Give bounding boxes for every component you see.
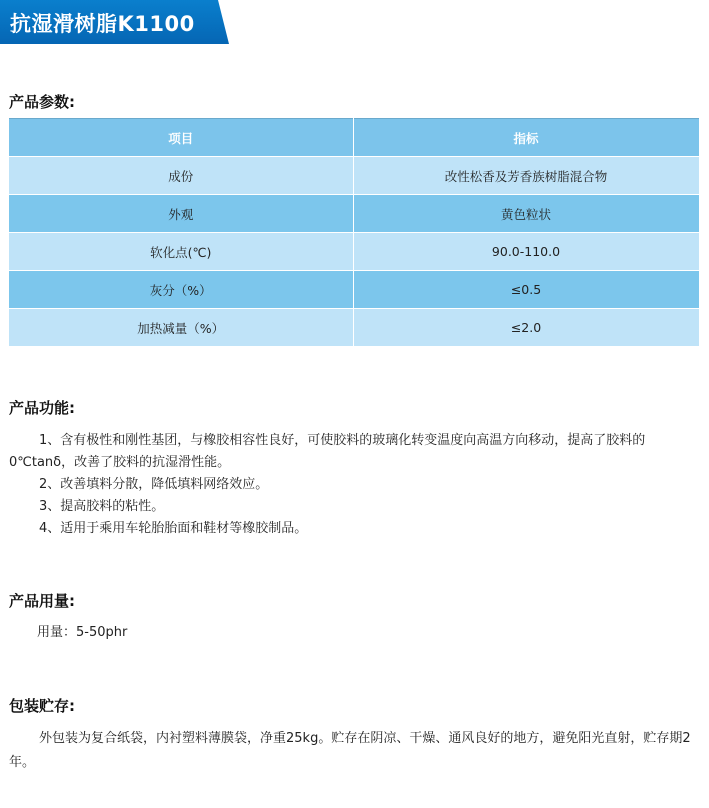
row-item: 外观	[9, 195, 353, 233]
dosage-text: 用量：5-50phr	[37, 625, 128, 640]
list-item: 2、改善填料分散，降低填料网络效应。	[39, 477, 269, 492]
row-item: 软化点(℃)	[9, 233, 353, 271]
table-header-row	[9, 119, 699, 157]
row-value: 黄色粒状	[353, 195, 699, 233]
column-header-value: 指标	[353, 119, 699, 157]
packaging-text: 外包装为复合纸袋，内衬塑料薄膜袋，净重25kg。贮存在阴凉、干燥、通风良好的地方，避免阳光直射，贮存期2年。	[9, 731, 691, 770]
section-heading-packaging: 包装贮存:	[9, 697, 75, 715]
section-heading-functions: 产品功能:	[9, 399, 75, 417]
row-value: ≤2.0	[353, 309, 699, 347]
row-item: 灰分（%）	[9, 271, 353, 309]
function-list	[9, 430, 699, 540]
section-heading-params: 产品参数:	[9, 93, 75, 111]
section-heading-dosage: 产品用量:	[9, 592, 75, 610]
row-value: 90.0-110.0	[353, 233, 699, 271]
table-row	[9, 233, 699, 271]
table-row	[9, 157, 699, 195]
row-value: 改性松香及芳香族树脂混合物	[353, 157, 699, 195]
page-title: 抗湿滑树脂K1100	[10, 12, 195, 36]
row-item: 成份	[9, 157, 353, 195]
spec-table	[9, 118, 700, 347]
row-item: 加热减量（%）	[9, 309, 353, 347]
column-header-item: 项目	[9, 119, 353, 157]
table-row	[9, 195, 699, 233]
table-row	[9, 271, 699, 309]
list-item: 1、含有极性和刚性基团，与橡胶相容性良好，可使胶料的玻璃化转变温度向高温方向移动，提高了胶料的0℃tanδ，改善了胶料的抗湿滑性能。	[9, 433, 646, 470]
row-value: ≤0.5	[353, 271, 699, 309]
list-item: 4、适用于乘用车轮胎胎面和鞋材等橡胶制品。	[39, 521, 308, 536]
table-row	[9, 309, 699, 347]
list-item: 3、提高胶料的粘性。	[39, 499, 165, 514]
